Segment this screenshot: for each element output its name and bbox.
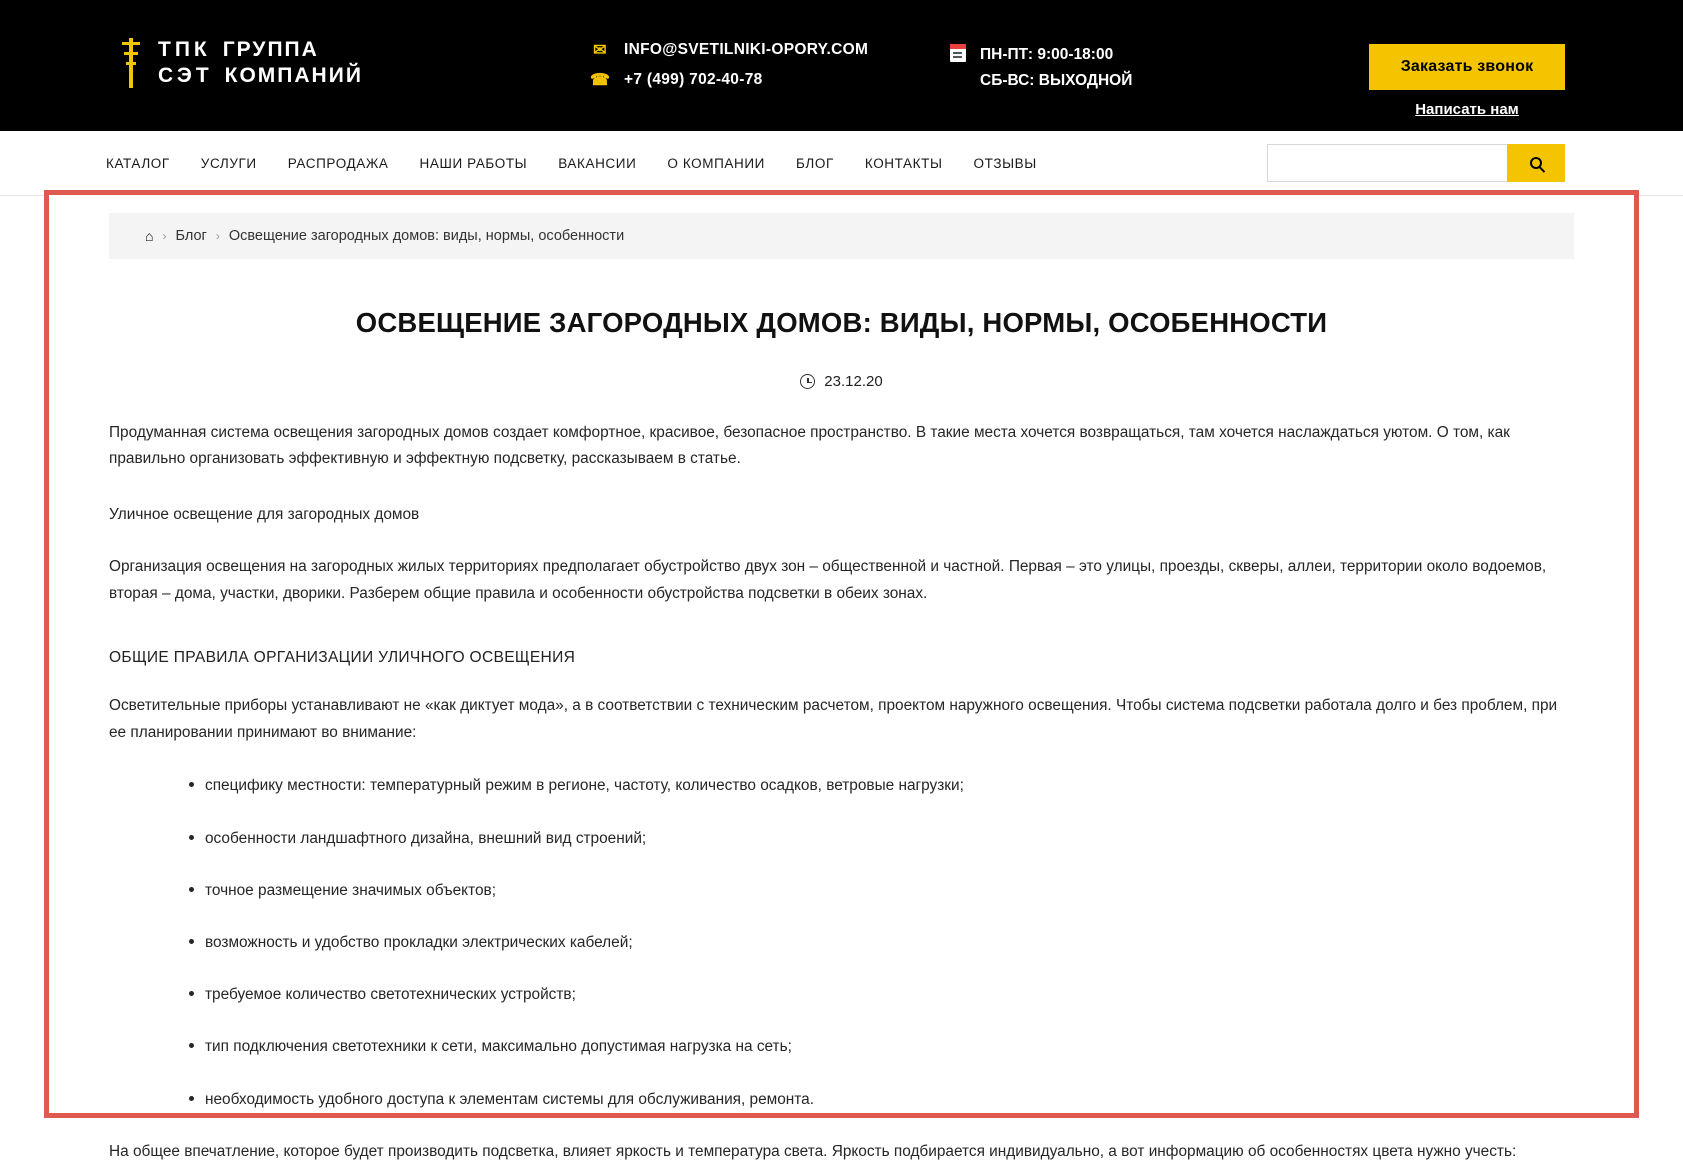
logo-word-line2: КОМПАНИЙ bbox=[224, 64, 363, 87]
list-item: точное размещение значимых объектов; bbox=[205, 878, 1574, 904]
nav-item-contacts[interactable]: КОНТАКТЫ bbox=[864, 155, 943, 171]
search-button[interactable] bbox=[1507, 144, 1565, 182]
envelope-icon: ✉ bbox=[593, 42, 607, 59]
nav-item-vacancies[interactable]: ВАКАНСИИ bbox=[558, 155, 637, 171]
write-to-us-link[interactable]: Написать нам bbox=[1415, 101, 1519, 118]
article-date bbox=[109, 373, 1574, 390]
nav-item-about[interactable]: О КОМПАНИИ bbox=[667, 155, 765, 171]
nav-items bbox=[106, 156, 1037, 171]
home-icon[interactable]: ⌂ bbox=[145, 228, 154, 244]
highlighted-content-region bbox=[44, 190, 1639, 1160]
breadcrumb-separator-2: › bbox=[215, 229, 220, 243]
article-intro-paragraph: Продуманная система освещения загородных домов создает комфортное, красивое, безопасное пространство. В такие места хочется возвращаться, там хочется наслаждаться уютом. О том, как правильно организовать эффективную и эффектную подсветку, рассказываем в статье. bbox=[109, 424, 1510, 468]
site-header bbox=[0, 0, 1683, 131]
calendar-icon bbox=[950, 44, 966, 62]
hours-weekdays: ПН-ПТ: 9:00-18:00 bbox=[980, 46, 1114, 63]
search-input[interactable] bbox=[1267, 144, 1507, 182]
list-item: возможность и удобство прокладки электрических кабелей; bbox=[205, 930, 1574, 956]
article-rules-intro: Осветительные приборы устанавливают не «как диктует мода», а в соответствии с техническим расчетом, проектом наружного освещения. Чтобы система подсветки работала долго и без проблем, при ее планировании принимают во внимание: bbox=[109, 697, 1558, 741]
nav-item-reviews[interactable]: ОТЗЫВЫ bbox=[973, 155, 1037, 171]
logo-abbr-line1: ТПК bbox=[158, 37, 211, 61]
list-item: специфику местности: температурный режим в регионе, частоту, количество осадков, ветровые нагрузки; bbox=[205, 773, 1574, 799]
header-contacts bbox=[590, 40, 868, 90]
article-rules-list bbox=[109, 773, 1574, 1112]
list-item: необходимость удобного доступа к элементам системы для обслуживания, ремонта. bbox=[205, 1087, 1574, 1113]
header-phone-value: +7 (499) 702-40-78 bbox=[624, 71, 763, 88]
breadcrumb bbox=[109, 213, 1574, 259]
header-cta-group bbox=[1369, 44, 1565, 119]
phone-icon: ☎ bbox=[590, 72, 611, 89]
main-navigation bbox=[0, 131, 1683, 196]
nav-item-sale[interactable]: РАСПРОДАЖА bbox=[287, 155, 389, 171]
search-icon bbox=[1530, 157, 1542, 169]
breadcrumb-item-blog[interactable]: Блог bbox=[175, 228, 207, 244]
header-hours bbox=[950, 42, 1132, 93]
nav-item-blog[interactable]: БЛОГ bbox=[795, 155, 834, 171]
site-search bbox=[1267, 144, 1565, 182]
article-section-heading: ОБЩИЕ ПРАВИЛА ОРГАНИЗАЦИИ УЛИЧНОГО ОСВЕЩЕНИЯ bbox=[109, 649, 576, 667]
nav-item-services[interactable]: УСЛУГИ bbox=[200, 155, 257, 171]
article-street-paragraph: Организация освещения на загородных жилых территориях предполагает обустройство двух зон – общественной и частной. Первая – это улицы, проезды, скверы, аллеи, территории около водоемов, вторая – дома, участки, дворики. Разберем общие правила и особенности обустройства подсветки в обеих зонах. bbox=[109, 558, 1547, 602]
article-date-value: 23.12.20 bbox=[824, 373, 883, 390]
hours-weekend: СБ-ВС: ВЫХОДНОЙ bbox=[980, 71, 1133, 89]
logo-text bbox=[158, 37, 363, 90]
breadcrumb-item-current: Освещение загородных домов: виды, нормы, особенности bbox=[228, 228, 625, 244]
site-logo[interactable] bbox=[118, 36, 363, 90]
logo-abbr-line2: СЭТ bbox=[158, 64, 213, 87]
header-email-value: INFO@SVETILNIKI-OPORY.COM bbox=[624, 41, 869, 58]
nav-item-our-works[interactable]: НАШИ РАБОТЫ bbox=[419, 155, 528, 171]
header-phone[interactable] bbox=[590, 70, 868, 90]
nav-item-catalog[interactable]: КАТАЛОГ bbox=[106, 155, 170, 171]
list-item: особенности ландшафтного дизайна, внешний вид строений; bbox=[205, 826, 1574, 852]
logo-word-line1: ГРУППА bbox=[222, 37, 319, 61]
page-title: ОСВЕЩЕНИЕ ЗАГОРОДНЫХ ДОМОВ: ВИДЫ, НОРМЫ, ОСОБЕННОСТИ bbox=[355, 307, 1328, 338]
article-closing-paragraph: На общее впечатление, которое будет производить подсветка, влияет яркость и температура света. Яркость подбирается индивидуально, а вот информацию об особенностях цвета нужно учесть: bbox=[109, 1142, 1517, 1160]
header-email[interactable] bbox=[590, 40, 868, 60]
request-call-button[interactable]: Заказать звонок bbox=[1369, 44, 1565, 90]
list-item: требуемое количество светотехнических устройств; bbox=[205, 982, 1574, 1008]
clock-icon bbox=[800, 374, 815, 389]
breadcrumb-separator-1: › bbox=[162, 229, 167, 243]
article-subheading-street: Уличное освещение для загородных домов bbox=[109, 505, 420, 523]
logo-mark-icon bbox=[118, 36, 144, 90]
list-item: тип подключения светотехники к сети, максимально допустимая нагрузка на сеть; bbox=[205, 1034, 1574, 1060]
